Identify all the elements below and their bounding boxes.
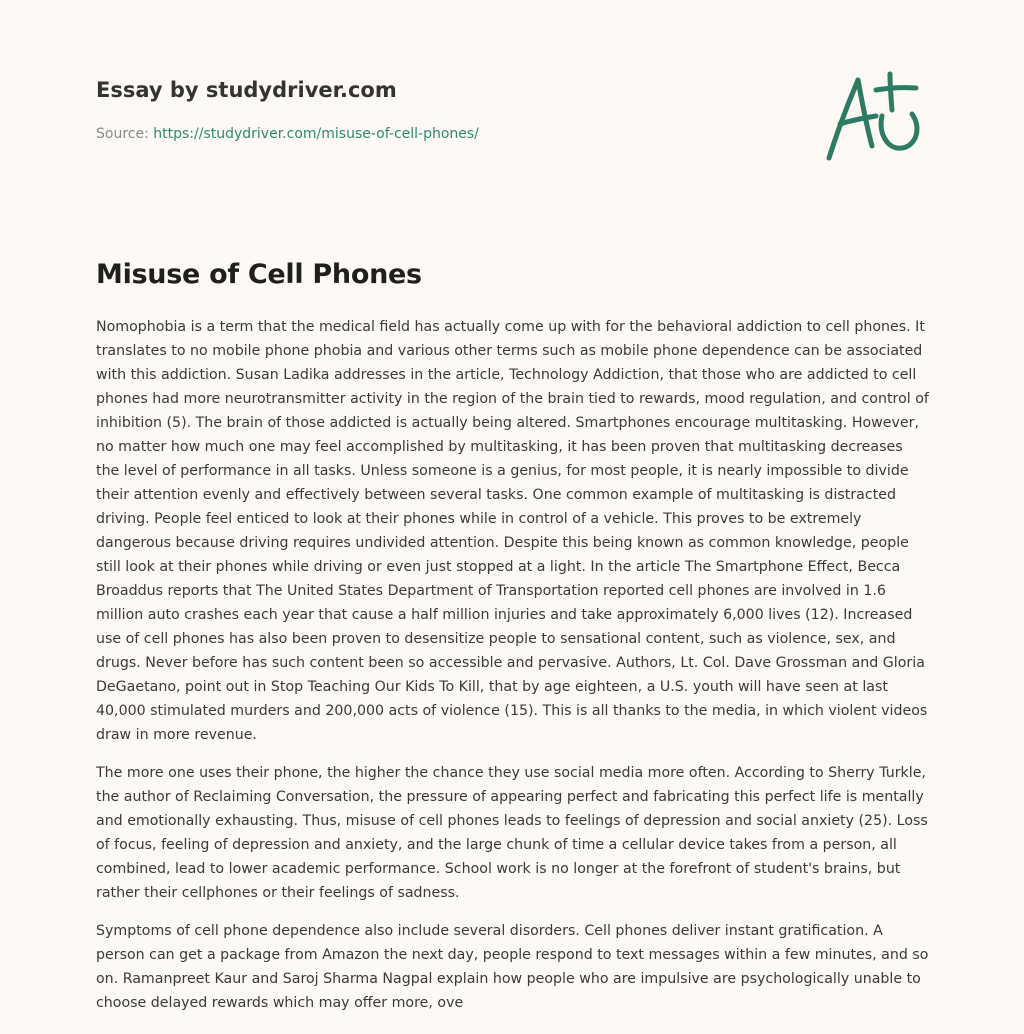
a-plus-logo-icon [820,68,930,168]
essay-paragraph: Symptoms of cell phone dependence also include several disorders. Cell phones deliver instant gratification. A person can get a package from Amazon the next day, people respond to text messages within a few minutes, and so on. Ramanpreet Kaur and Saroj Sharma Nagpal explain how people who are impulsive are psychologically unable to choose delayed rewards which may offer more, ove [96,923,929,1011]
essay-header [96,76,796,144]
essay-paragraph: Nomophobia is a term that the medical field has actually come up with for the behavioral addiction to cell phones. It translates to no mobile phone phobia and various other terms such as mobile phone dependence can be associated with this addiction. Susan Ladika addresses in the article, Technology Addiction, that those who are addicted to cell phones had more neurotransmitter activity in the region of the brain tied to rewards, mood regulation, and control of inhibition (5). The brain of those addicted is actually being altered. Smartphones encourage multitasking. However, no matter how much one may feel accomplished by multitasking, it has been proven that multitasking decreases the level of performance in all tasks. Unless someone is a genius, for most people, it is nearly impossible to divide their attention evenly and effectively between several tasks. One common example of multitasking is distracted driving. People feel enticed to look at their phones while in control of a vehicle. This proves to be extremely dangerous because driving requires undivided attention. Despite this being known as common knowledge, people still look at their phones while driving or even just stopped at a light. In the article The Smartphone Effect, Becca Broaddus reports that The United States Department of Transportation reported cell phones are involved in 1.6 million auto crashes each year that cause a half million injuries and take approximately 6,000 lives (12). Increased use of cell phones has also been proven to desensitize people to sensational content, such as violence, sex, and drugs. Never before has such content been so accessible and pervasive. Authors, Lt. Col. Dave Grossman and Gloria DeGaetano, point out in Stop Teaching Our Kids To Kill, that by age eighteen, a U.S. youth will have seen at last 40,000 stimulated murders and 200,000 acts of violence (15). This is all thanks to the media, in which violent videos draw in more revenue. [96,319,929,743]
source-line [96,124,796,144]
essay-paragraph: The more one uses their phone, the higher the chance they use social media more often. According to Sherry Turkle, the author of Reclaiming Conversation, the pressure of appearing perfect and fabricating this perfect life is mentally and emotionally exhausting. Thus, misuse of cell phones leads to feelings of depression and social anxiety (25). Loss of focus, feeling of depression and anxiety, and the large chunk of time a cellular device takes from a person, all combined, lead to lower academic performance. School work is no longer at the forefront of student's brains, but rather their cellphones or their feelings of sadness. [96,765,928,901]
essay-body [96,315,930,1029]
source-link[interactable]: https://studydriver.com/misuse-of-cell-phones/ [153,126,479,142]
source-label: Source: [96,126,154,142]
site-title: Essay by studydriver.com [96,78,397,102]
essay-title: Misuse of Cell Phones [96,259,422,290]
